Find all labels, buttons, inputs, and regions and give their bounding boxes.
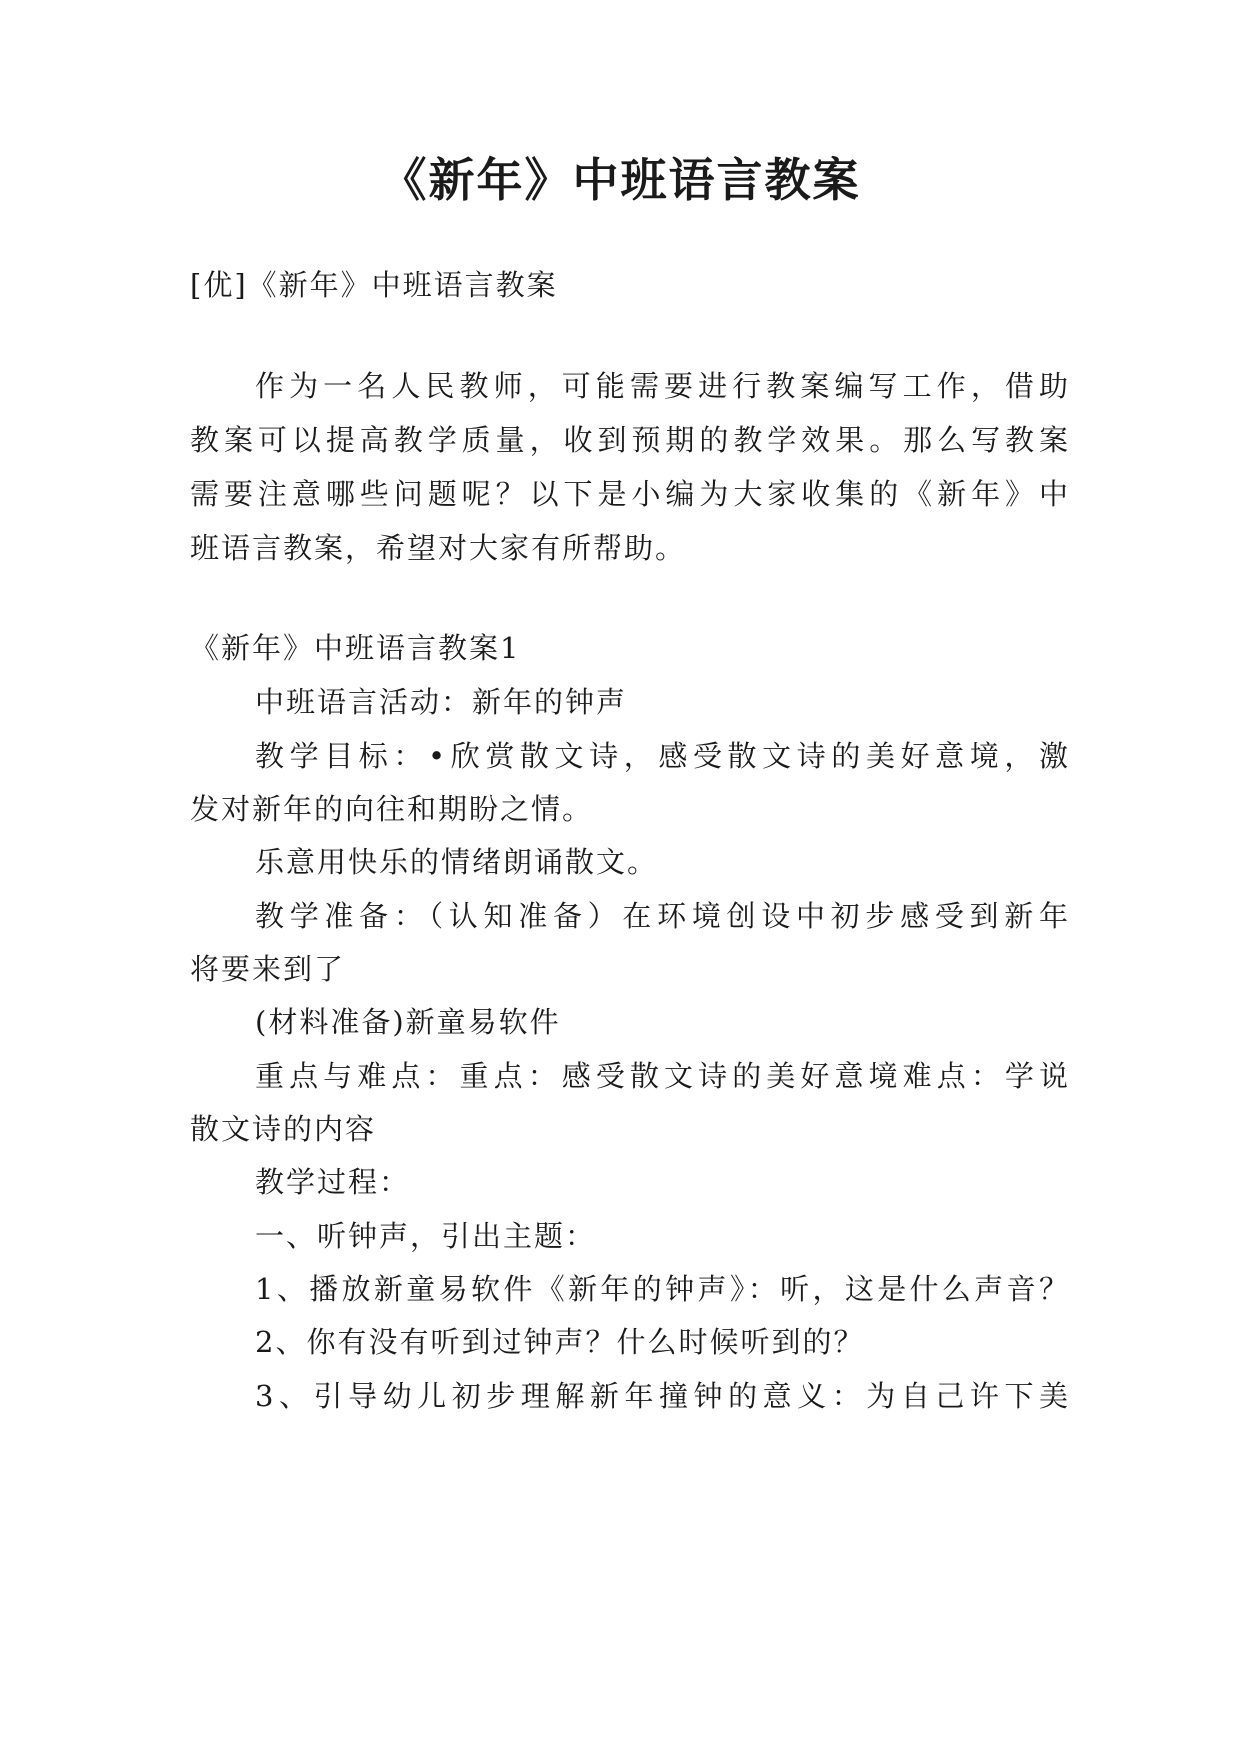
body-line: 将要来到了 bbox=[190, 952, 346, 986]
body-line: 1、播放新童易软件《新年的钟声》：听，这是什么声音？ bbox=[255, 1272, 1070, 1306]
intro-line: 作为一名人民教师，可能需要进行教案编写工作，借助 bbox=[255, 369, 1070, 403]
intro-line: 教案可以提高教学质量，收到预期的教学效果。那么写教案 bbox=[190, 423, 1070, 457]
body-line: 重点与难点：重点：感受散文诗的美好意境难点：学说 bbox=[255, 1059, 1070, 1093]
intro-line: 班语言教案，希望对大家有所帮助。 bbox=[190, 531, 687, 565]
intro-line: 需要注意哪些问题呢？以下是小编为大家收集的《新年》中 bbox=[190, 477, 1070, 511]
document-subtitle: [优]《新年》中班语言教案 bbox=[190, 268, 558, 302]
body-line: 教学目标：•欣赏散文诗，感受散文诗的美好意境，激 bbox=[255, 739, 1070, 773]
body-line: 乐意用快乐的情绪朗诵散文。 bbox=[255, 845, 659, 879]
body-line: 中班语言活动：新年的钟声 bbox=[255, 685, 628, 719]
body-line: 散文诗的内容 bbox=[190, 1112, 377, 1146]
document-title: 《新年》中班语言教案 bbox=[380, 153, 861, 207]
body-line: 发对新年的向往和期盼之情。 bbox=[190, 792, 594, 826]
body-line: 3、引导幼儿初步理解新年撞钟的意义：为自己许下美 bbox=[255, 1379, 1070, 1413]
body-line: 教学过程： bbox=[255, 1165, 411, 1199]
body-line: 一、听钟声，引出主题： bbox=[255, 1219, 597, 1253]
body-line: 教学准备：（认知准备）在环境创设中初步感受到新年 bbox=[255, 899, 1070, 933]
body-line: 2、你有没有听到过钟声？什么时候听到的？ bbox=[255, 1325, 865, 1359]
section-heading: 《新年》中班语言教案1 bbox=[190, 631, 521, 665]
body-line: (材料准备)新童易软件 bbox=[255, 1005, 561, 1039]
